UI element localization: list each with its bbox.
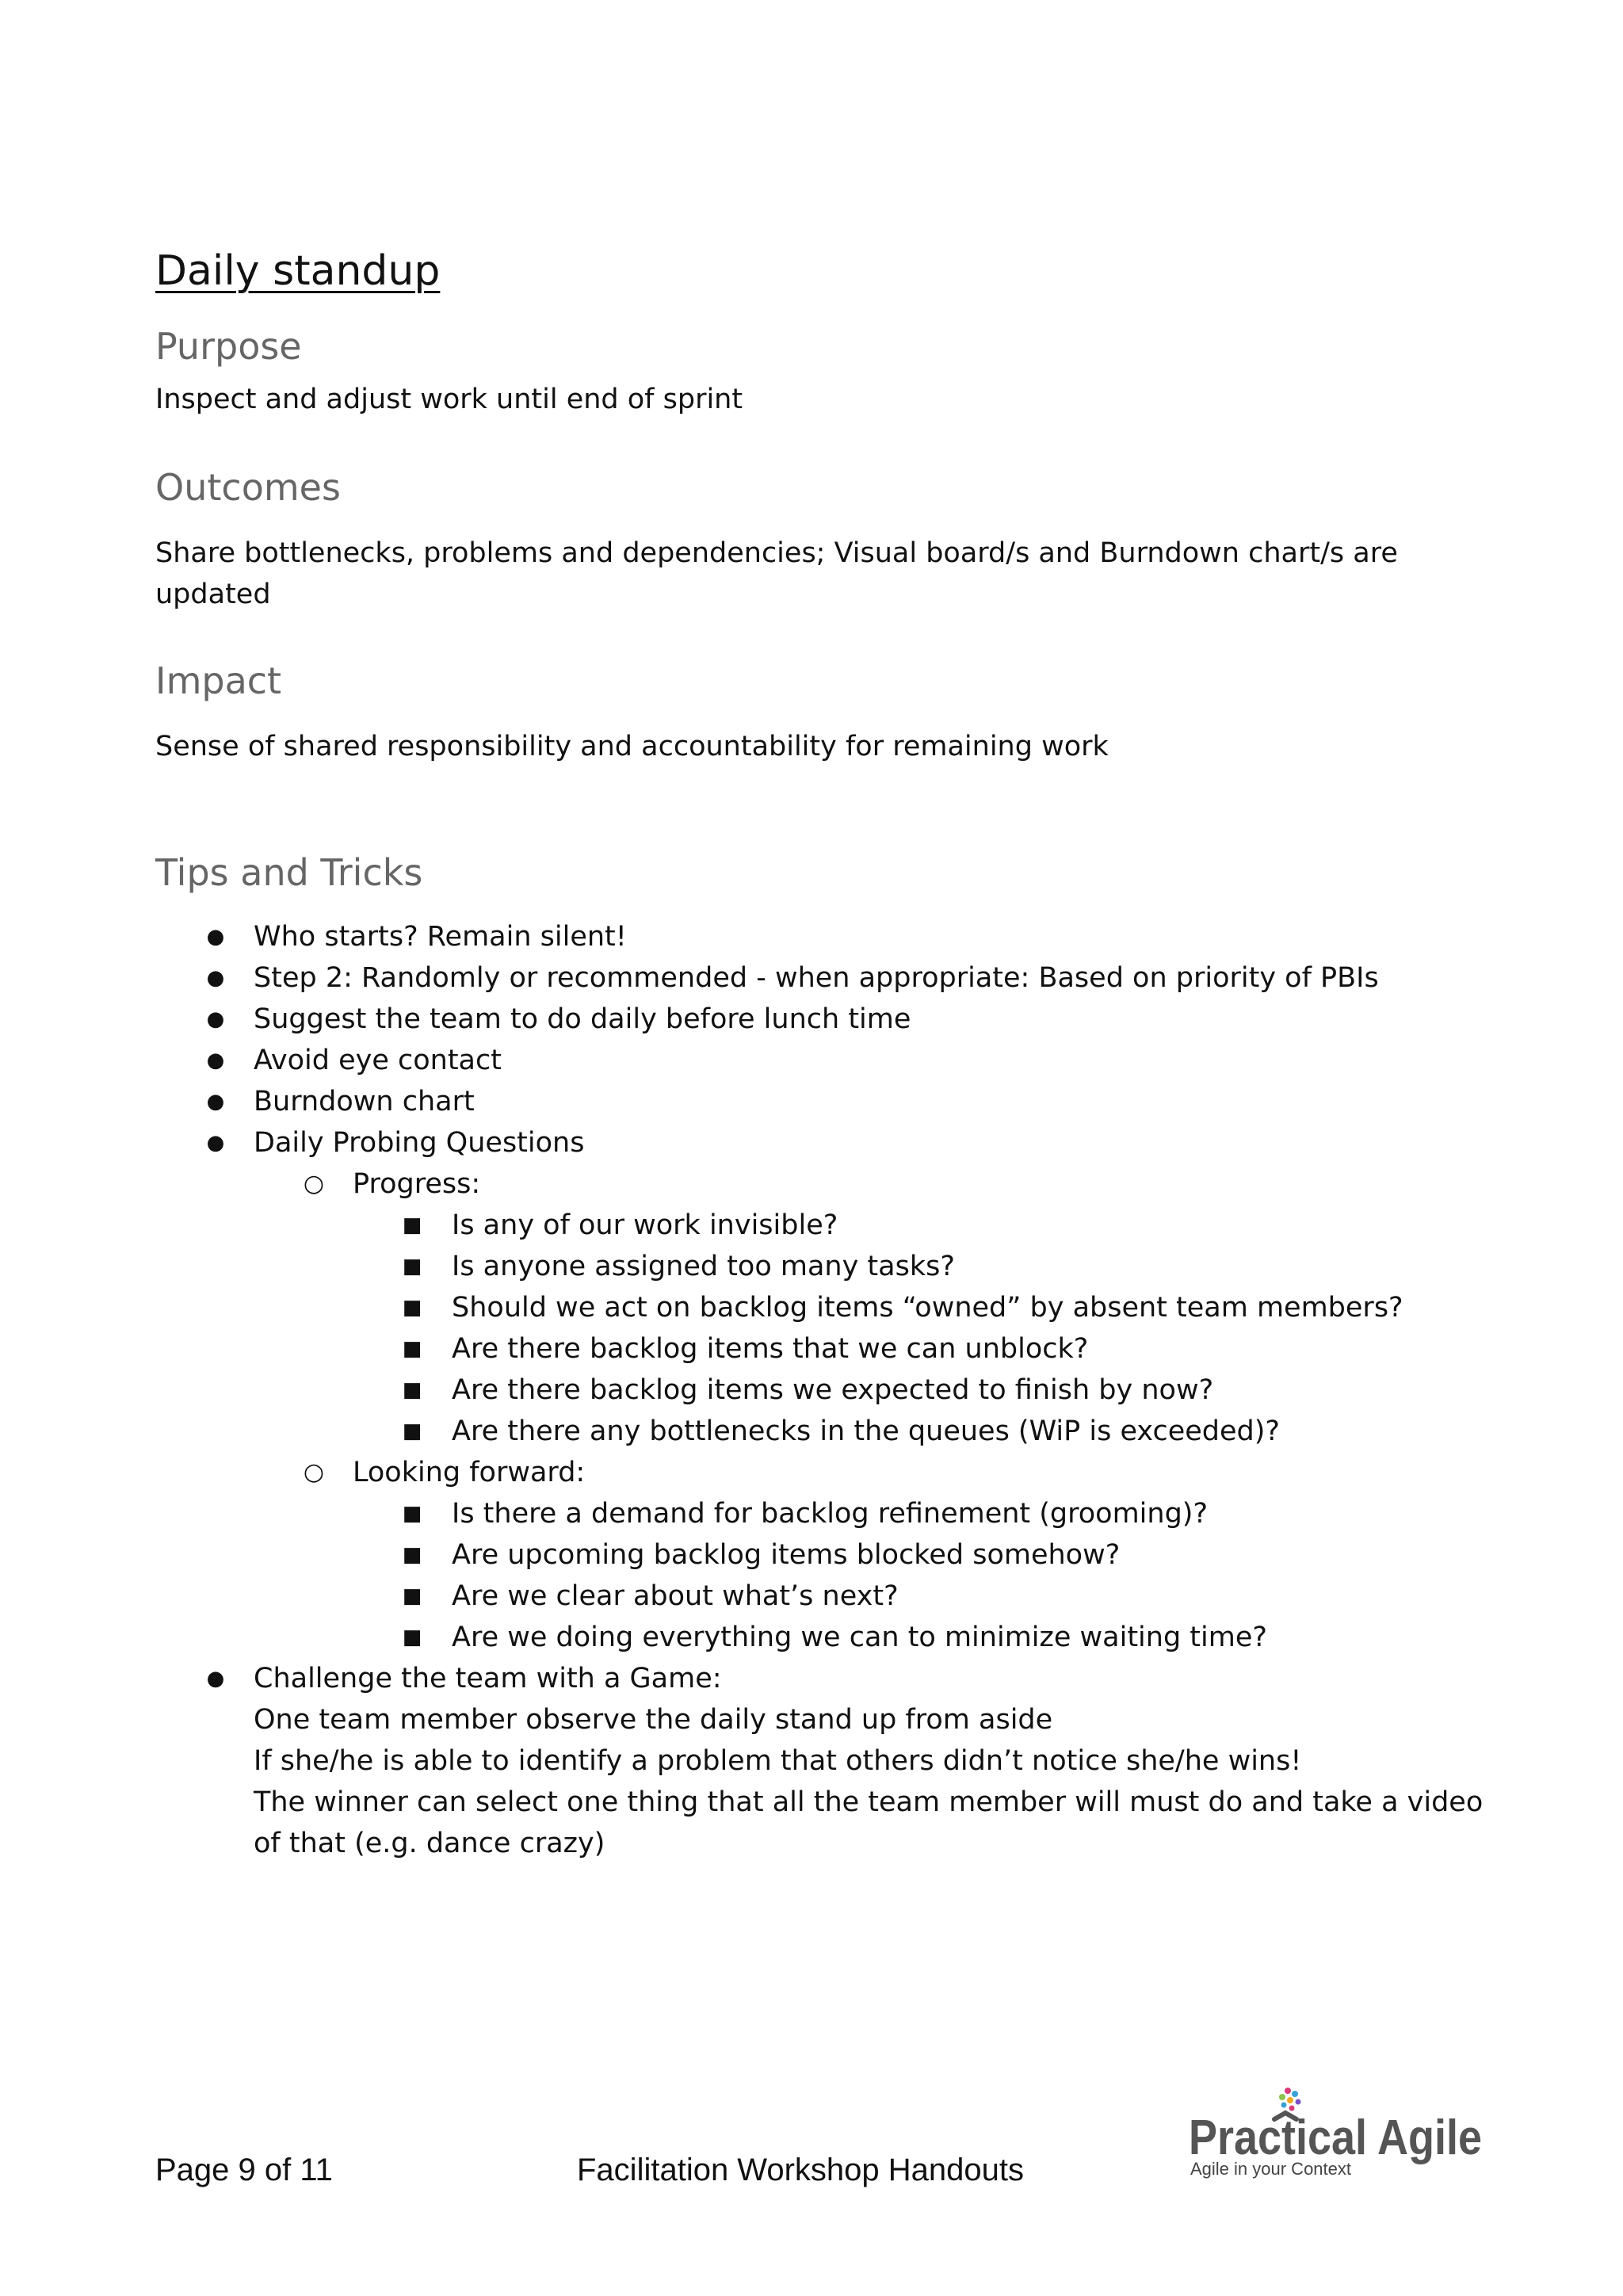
tips-heading: Tips and Tricks: [155, 851, 423, 894]
circle-bullet-icon: ○: [303, 1458, 325, 1486]
bullet-icon: ●: [206, 966, 225, 990]
bullet-icon: ●: [206, 1007, 225, 1031]
question-item: ■ Is anyone assigned too many tasks?: [0, 1246, 1623, 1287]
list-item: ● Daily Probing Questions: [0, 1122, 1623, 1163]
outcomes-heading: Outcomes: [155, 466, 341, 509]
square-bullet-icon: ■: [402, 1419, 422, 1443]
bullet-icon: ●: [206, 925, 225, 949]
challenge-line: One team member observe the daily stand up from aside: [254, 1704, 1053, 1736]
square-bullet-icon: ■: [402, 1337, 422, 1361]
square-bullet-icon: ■: [402, 1378, 422, 1402]
bullet-icon: ●: [206, 1131, 225, 1155]
purpose-heading: Purpose: [155, 325, 302, 368]
square-bullet-icon: ■: [402, 1502, 422, 1526]
list-item-challenge: ● Challenge the team with a Game:: [0, 1658, 1623, 1699]
question-item: ■ Are there backlog items we expected to finish by now?: [0, 1370, 1623, 1411]
list-item: ● Who starts? Remain silent!: [0, 916, 1623, 957]
page-title: Daily standup: [155, 247, 441, 295]
challenge-line: If she/he is able to identify a problem that others didn’t notice she/he wins!: [254, 1745, 1302, 1777]
question-item: ■ Are there any bottlenecks in the queues (WiP is exceeded)?: [0, 1411, 1623, 1452]
footer-title: Facilitation Workshop Handouts: [577, 2153, 1024, 2187]
square-bullet-icon: ■: [402, 1626, 422, 1649]
challenge-line: The winner can select one thing that all the team member will must do and take a video of that (e.g. dance crazy): [254, 1786, 1484, 1859]
page-number: Page 9 of 11: [155, 2153, 333, 2187]
sublist-item-looking-forward: ○ Looking forward:: [0, 1452, 1623, 1493]
bullet-icon: ●: [206, 1090, 225, 1114]
impact-heading: Impact: [155, 659, 282, 702]
list-item: ● Suggest the team to do daily before lunch time: [0, 999, 1623, 1040]
purpose-text: Inspect and adjust work until end of sprint: [155, 384, 743, 415]
square-bullet-icon: ■: [402, 1543, 422, 1567]
impact-text: Sense of shared responsibility and accountability for remaining work: [155, 731, 1109, 762]
sublist-item-progress: ○ Progress:: [0, 1163, 1623, 1205]
question-item: ■ Are upcoming backlog items blocked somehow?: [0, 1534, 1623, 1576]
logo-wordmark: Practical Agile: [1189, 2111, 1482, 2165]
square-bullet-icon: ■: [402, 1296, 422, 1320]
circle-bullet-icon: ○: [303, 1170, 325, 1198]
practical-agile-logo: [1189, 2084, 1482, 2179]
bullet-icon: ●: [206, 1667, 225, 1690]
tips-list: [0, 916, 1623, 1864]
square-bullet-icon: ■: [402, 1584, 422, 1608]
question-item: ■ Are we doing everything we can to minimize waiting time?: [0, 1617, 1623, 1658]
question-item: ■ Are there backlog items that we can unblock?: [0, 1328, 1623, 1370]
outcomes-text: Share bottlenecks, problems and dependencies; Visual board/s and Burndown chart/s are updated: [155, 537, 1398, 610]
list-item: ● Avoid eye contact: [0, 1040, 1623, 1081]
list-item: ● Burndown chart: [0, 1081, 1623, 1122]
list-item: ● Step 2: Randomly or recommended - when appropriate: Based on priority of PBIs: [0, 957, 1623, 999]
square-bullet-icon: ■: [402, 1213, 422, 1237]
question-item: ■ Is any of our work invisible?: [0, 1205, 1623, 1246]
logo-tagline: Agile in your Context: [1190, 2159, 1351, 2179]
question-item: ■ Are we clear about what’s next?: [0, 1576, 1623, 1617]
question-item: ■ Is there a demand for backlog refinement (grooming)?: [0, 1493, 1623, 1534]
question-item: ■ Should we act on backlog items “owned” by absent team members?: [0, 1287, 1623, 1328]
square-bullet-icon: ■: [402, 1255, 422, 1278]
bullet-icon: ●: [206, 1049, 225, 1072]
